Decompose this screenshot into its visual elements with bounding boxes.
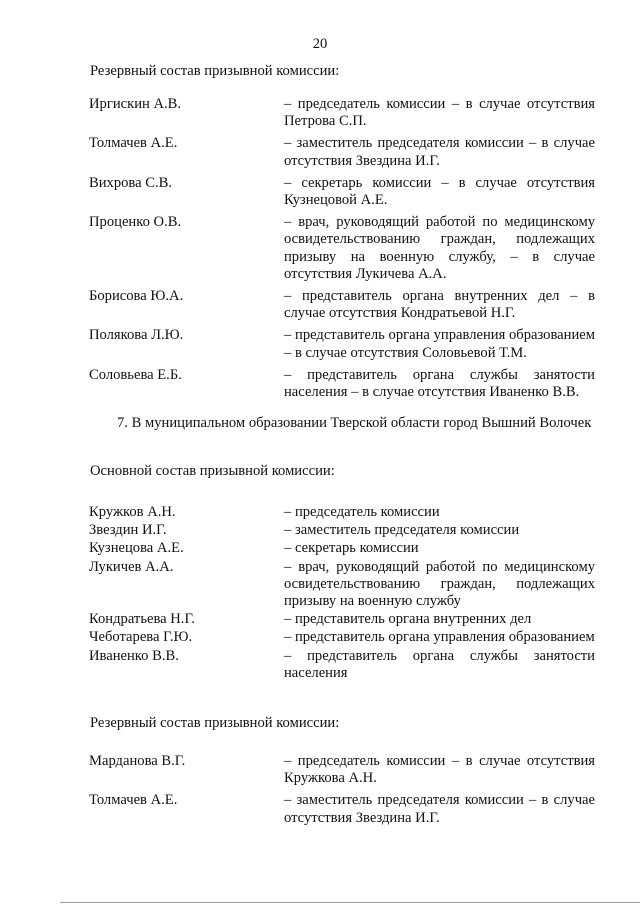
member-row	[0, 792, 640, 826]
member-name: Кузнецова А.Е.	[89, 540, 184, 557]
member-row	[0, 522, 640, 539]
member-row	[0, 135, 640, 169]
member-name: Иргискин А.В.	[89, 96, 182, 112]
member-name: Марданова В.Г.	[89, 753, 186, 769]
member-role: – представитель органа службы занятости населения – в случае отсутствия Иваненко В.В.	[284, 366, 595, 401]
member-row	[0, 559, 640, 611]
reserve-heading: Резервный состав призывной комиссии:	[90, 63, 340, 79]
member-name: Вихрова С.В.	[89, 174, 173, 191]
member-row	[0, 214, 640, 283]
member-name: Звездин И.Г.	[89, 522, 167, 539]
section-point-7: 7. В муниципальном образовании Тверской области город Вышний Волочек	[117, 415, 592, 431]
member-role: – заместитель председателя комиссии – в случае отсутствия Звездина И.Г.	[284, 792, 595, 826]
member-row	[0, 629, 640, 646]
member-role: – представитель органа внутренних дел – в случае отсутствия Кондратьевой Н.Г.	[284, 288, 595, 322]
main-members-list	[0, 504, 640, 682]
member-name: Кондратьева Н.Г.	[89, 611, 195, 628]
page-bottom-edge	[60, 902, 640, 903]
member-name: Иваненко В.В.	[89, 647, 179, 664]
member-role: – председатель комиссии – в случае отсутствия Петрова С.П.	[284, 96, 595, 130]
member-row	[0, 327, 640, 361]
member-role: – председатель комиссии – в случае отсутствия Кружкова А.Н.	[284, 753, 595, 787]
member-role: – заместитель председателя комиссии	[284, 522, 520, 539]
member-role: – представитель органа управления образованием – в случае отсутствия Соловьевой Т.М.	[284, 327, 595, 361]
reserve-heading: Резервный состав призывной комиссии:	[90, 715, 340, 731]
reserve-members-list	[0, 96, 640, 401]
member-role: – представитель органа внутренних дел	[284, 611, 532, 628]
member-name: Борисова Ю.А.	[89, 288, 184, 305]
member-role: – заместитель председателя комиссии – в случае отсутствия Звездина И.Г.	[284, 135, 595, 169]
member-name: Соловьева Е.Б.	[89, 366, 182, 383]
member-name: Толмачев А.Е.	[89, 792, 178, 809]
page-number: 20	[312, 36, 328, 52]
member-role: – врач, руководящий работой по медицинскому освидетельствованию граждан, подлежащих призыву на военную службу, – в случае отсутствия Лукичева А.А.	[284, 214, 595, 282]
member-row	[0, 96, 640, 130]
member-role: – секретарь комиссии – в случае отсутствия Кузнецовой А.Е.	[284, 174, 595, 209]
member-name: Кружков А.Н.	[89, 504, 176, 520]
member-row	[0, 367, 640, 401]
member-role: – представитель органа службы занятости населения	[284, 647, 595, 681]
member-role: – представитель органа управления образованием	[284, 629, 595, 646]
member-role: – секретарь комиссии	[284, 540, 419, 557]
member-role: – председатель комиссии	[284, 504, 440, 520]
member-row	[0, 504, 640, 521]
member-row	[0, 288, 640, 322]
member-row	[0, 540, 640, 557]
member-name: Лукичев А.А.	[89, 558, 174, 575]
member-row	[0, 753, 640, 787]
member-name: Полякова Л.Ю.	[89, 327, 184, 344]
member-row	[0, 611, 640, 628]
member-name: Проценко О.В.	[89, 214, 182, 231]
member-name: Чеботарева Г.Ю.	[89, 629, 193, 646]
reserve-members-list	[0, 753, 640, 827]
member-role: – врач, руководящий работой по медицинскому освидетельствованию граждан, подлежащих призыву на военную службу	[284, 558, 595, 610]
member-row	[0, 648, 640, 682]
member-row	[0, 175, 640, 209]
main-heading: Основной состав призывной комиссии:	[90, 463, 335, 479]
member-name: Толмачев А.Е.	[89, 135, 178, 152]
